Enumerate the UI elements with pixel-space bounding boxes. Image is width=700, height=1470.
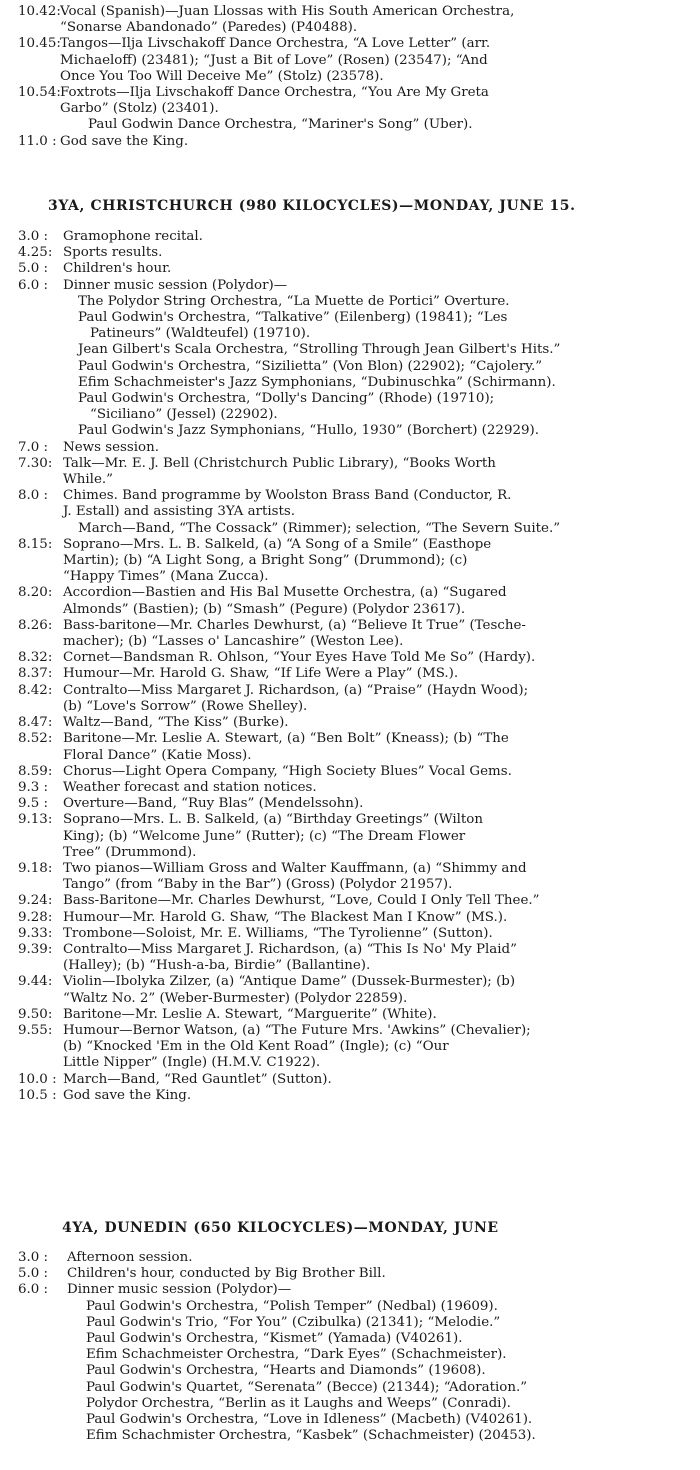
programme-entry bbox=[18, 650, 686, 666]
programme-subentry bbox=[18, 1331, 686, 1347]
programme-entry bbox=[18, 1088, 686, 1104]
entry-time: 7.30: bbox=[18, 455, 53, 471]
entry-line: God save the King. bbox=[63, 1087, 192, 1103]
programme-entry bbox=[18, 1282, 686, 1298]
entry-line: Garbo” (Stolz) (23401). bbox=[60, 101, 219, 117]
entry-time: 9.24: bbox=[18, 893, 53, 909]
entry-line: Bass-baritone—Mr. Charles Dewhurst, (a) “Believe It True” (Tesche- bbox=[63, 617, 526, 633]
entry-line: March—Band, “The Cossack” (Rimmer); selection, “The Severn Suite.” bbox=[78, 520, 561, 536]
section-3ya-programme bbox=[18, 229, 686, 1104]
programme-entry bbox=[18, 85, 686, 134]
entry-time: 5.0 : bbox=[18, 261, 49, 277]
entry-line: “Happy Times” (Mana Zucca). bbox=[63, 569, 269, 585]
entry-line: “Waltz No. 2” (Weber-Burmester) (Polydor 22859). bbox=[63, 990, 408, 1006]
programme-subentry bbox=[18, 1380, 686, 1396]
entry-line: Little Nipper” (Ingle) (H.M.V. C1922). bbox=[63, 1055, 321, 1071]
entry-line: Contralto—Miss Margaret J. Richardson, (a) “Praise” (Haydn Wood); bbox=[63, 682, 529, 698]
entry-time: 8.26: bbox=[18, 617, 53, 633]
programme-subentry bbox=[18, 294, 686, 310]
entry-time: 9.33: bbox=[18, 925, 53, 941]
programme-entry bbox=[18, 926, 686, 942]
entry-time: 9.44: bbox=[18, 974, 53, 990]
entry-time: 8.0 : bbox=[18, 488, 49, 504]
programme-entry bbox=[18, 537, 686, 586]
entry-time: 9.55: bbox=[18, 1022, 53, 1038]
entry-line: Trombone—Soloist, Mr. E. Williams, “The Tyrolienne” (Sutton). bbox=[63, 925, 493, 941]
entry-line: Vocal (Spanish)—Juan Llossas with His South American Orchestra, bbox=[60, 4, 515, 19]
entry-line: Michaeloff) (23481); “Just a Bit of Love” (Rosen) (23547); “And bbox=[60, 52, 488, 68]
programme-subentry bbox=[18, 359, 686, 375]
entry-time: 8.32: bbox=[18, 650, 53, 666]
entry-line: Weather forecast and station notices. bbox=[63, 779, 317, 795]
programme-subentry bbox=[18, 1315, 686, 1331]
programme-subentry bbox=[18, 310, 686, 342]
programme-subentry bbox=[18, 1363, 686, 1379]
entry-line: Paul Godwin's Orchestra, “Sizilietta” (Von Blon) (22902); “Cajolery.” bbox=[78, 358, 543, 374]
programme-subentry bbox=[18, 423, 686, 439]
entry-line: macher); (b) “Lasses o' Lancashire” (Weston Lee). bbox=[63, 634, 404, 650]
programme-subentry bbox=[18, 375, 686, 391]
programme-subentry bbox=[18, 1428, 686, 1444]
programme-subentry bbox=[18, 1412, 686, 1428]
entry-line: Almonds” (Bastien); (b) “Smash” (Pegure) (Polydor 23617). bbox=[63, 601, 466, 617]
entry-line: Contralto—Miss Margaret J. Richardson, (a) “This Is No' My Plaid” bbox=[63, 941, 517, 957]
programme-entry bbox=[18, 715, 686, 731]
entry-line: (b) “Love's Sorrow” (Rowe Shelley). bbox=[63, 698, 308, 714]
programme-entry bbox=[18, 1023, 686, 1072]
entry-line: Paul Godwin's Orchestra, “Dolly's Dancing” (Rhode) (19710); bbox=[78, 391, 495, 407]
entry-line: Efim Schachmeister Orchestra, “Dark Eyes” (Schachmeister). bbox=[86, 1347, 507, 1363]
entry-time: 4.25: bbox=[18, 245, 53, 261]
entry-time: 9.39: bbox=[18, 941, 53, 957]
entry-line: March—Band, “Red Gauntlet” (Sutton). bbox=[63, 1071, 332, 1087]
programme-entry bbox=[18, 910, 686, 926]
entry-line: Tangos—Ilja Livschakoff Dance Orchestra, “A Love Letter” (arr. bbox=[60, 36, 491, 52]
entry-line: “Siciliano” (Jessel) (22902). bbox=[90, 407, 278, 423]
section-4ya-programme bbox=[18, 1250, 686, 1444]
entry-line: Paul Godwin's Orchestra, “Kismet” (Yamada) (V40261). bbox=[86, 1331, 463, 1347]
programme-entry bbox=[18, 893, 686, 909]
entry-time: 8.20: bbox=[18, 585, 53, 601]
programme-subentry bbox=[18, 1347, 686, 1363]
entry-line: Efim Schachmister Orchestra, “Kasbek” (Schachmeister) (20453). bbox=[86, 1428, 536, 1444]
entry-line: Chorus—Light Opera Company, “High Society Blues” Vocal Gems. bbox=[63, 763, 512, 779]
entry-line: Soprano—Mrs. L. B. Salkeld, (a) “A Song of a Smile” (Easthope bbox=[63, 536, 492, 552]
entry-line: Humour—Bernor Watson, (a) “The Future Mrs. 'Awkins” (Chevalier); bbox=[63, 1022, 531, 1038]
programme-entry bbox=[18, 1007, 686, 1023]
section-heading-4ya: 4YA, DUNEDIN (650 KILOCYCLES)—MONDAY, JUNE bbox=[62, 1220, 499, 1236]
entry-line: Children's hour, conducted by Big Brother Bill. bbox=[67, 1266, 386, 1282]
entry-time: 9.50: bbox=[18, 1006, 53, 1022]
entry-time: 8.42: bbox=[18, 682, 53, 698]
entry-line: Accordion—Bastien and His Bal Musette Orchestra, (a) “Sugared bbox=[63, 585, 507, 601]
entry-line: God save the King. bbox=[60, 133, 189, 149]
entry-line: Children's hour. bbox=[63, 261, 172, 277]
entry-line: Afternoon session. bbox=[67, 1250, 193, 1265]
entry-line: (b) “Knocked 'Em in the Old Kent Road” (Ingle); (c) “Our bbox=[63, 1039, 449, 1055]
programme-subentry bbox=[18, 391, 686, 423]
entry-line: Humour—Mr. Harold G. Shaw, “If Life Were a Play” (MS.). bbox=[63, 666, 459, 682]
entry-line: Efim Schachmeister's Jazz Symphonians, “Dubinuschka” (Schirmann). bbox=[78, 374, 556, 390]
programme-subentry bbox=[18, 521, 686, 537]
programme-entry bbox=[18, 861, 686, 893]
programme-entry bbox=[18, 780, 686, 796]
entry-time: 8.47: bbox=[18, 715, 53, 731]
entry-line: Two pianos—William Gross and Walter Kauffmann, (a) “Shimmy and bbox=[63, 860, 527, 876]
entry-line: Paul Godwin's Trio, “For You” (Czibulka) (21341); “Melodie.” bbox=[86, 1314, 501, 1330]
entry-time: 10.0 : bbox=[18, 1071, 57, 1087]
programme-subentry bbox=[18, 1396, 686, 1412]
programme-entry bbox=[18, 1250, 686, 1266]
entry-time: 8.59: bbox=[18, 763, 53, 779]
entry-time: 3.0 : bbox=[18, 229, 49, 244]
entry-line: Humour—Mr. Harold G. Shaw, “The Blackest Man I Know” (MS.). bbox=[63, 909, 508, 925]
entry-time: 6.0 : bbox=[18, 277, 49, 293]
entry-time: 9.3 : bbox=[18, 779, 49, 795]
entry-time: 9.18: bbox=[18, 860, 53, 876]
entry-time: 7.0 : bbox=[18, 439, 49, 455]
entry-line: News session. bbox=[63, 439, 159, 455]
entry-time: 10.45: bbox=[18, 36, 61, 52]
programme-entry bbox=[18, 4, 686, 36]
entry-line: Polydor Orchestra, “Berlin as it Laughs and Weeps” (Conradi). bbox=[86, 1395, 511, 1411]
entry-line: Dinner music session (Polydor)— bbox=[63, 277, 288, 293]
programme-entry bbox=[18, 1072, 686, 1088]
programme-entry bbox=[18, 1266, 686, 1282]
entry-line: Paul Godwin's Jazz Symphonians, “Hullo, 1930” (Borchert) (22929). bbox=[78, 423, 539, 439]
entry-line: Chimes. Band programme by Woolston Brass Band (Conductor, R. bbox=[63, 488, 512, 504]
entry-time: 8.52: bbox=[18, 731, 53, 747]
programme-entry bbox=[18, 731, 686, 763]
entry-line: The Polydor String Orchestra, “La Muette de Portici” Overture. bbox=[78, 293, 510, 309]
entry-line: “Sonarse Abandonado” (Paredes) (P40488). bbox=[60, 20, 358, 36]
entry-line: J. Estall) and assisting 3YA artists. bbox=[63, 504, 296, 520]
entry-time: 3.0 : bbox=[18, 1250, 49, 1265]
entry-line: Sports results. bbox=[63, 245, 163, 261]
programme-entry bbox=[18, 666, 686, 682]
programme-entry bbox=[18, 456, 686, 488]
entry-line: King); (b) “Welcome June” (Rutter); (c) “The Dream Flower bbox=[63, 828, 466, 844]
programme-entry bbox=[18, 261, 686, 277]
entry-line: Paul Godwin's Orchestra, “Love in Idleness” (Macbeth) (V40261). bbox=[86, 1412, 533, 1428]
entry-time: 9.13: bbox=[18, 812, 53, 828]
entry-line: Violin—Ibolyka Zilzer, (a) “Antique Dame” (Dussek-Burmester); (b) bbox=[63, 974, 516, 990]
entry-line: Paul Godwin Dance Orchestra, “Mariner's Song” (Uber). bbox=[88, 117, 473, 133]
entry-time: 8.37: bbox=[18, 666, 53, 682]
programme-entry bbox=[18, 942, 686, 974]
entry-line: (Halley); (b) “Hush-a-ba, Birdie” (Ballantine). bbox=[63, 958, 371, 974]
entry-line: Paul Godwin's Orchestra, “Talkative” (Eilenberg) (19841); “Les bbox=[78, 310, 508, 326]
entry-line: Paul Godwin's Orchestra, “Polish Temper” (Nedbal) (19609). bbox=[86, 1298, 498, 1314]
programme-entry bbox=[18, 229, 686, 245]
programme-entry bbox=[18, 618, 686, 650]
entry-line: Waltz—Band, “The Kiss” (Burke). bbox=[63, 715, 289, 731]
entry-line: Foxtrots—Ilja Livschakoff Dance Orchestra, “You Are My Greta bbox=[60, 85, 489, 101]
entry-time: 9.28: bbox=[18, 909, 53, 925]
programme-entry bbox=[18, 36, 686, 85]
programme-subentry bbox=[18, 342, 686, 358]
entry-line: Tango” (from “Baby in the Bar”) (Gross) (Polydor 21957). bbox=[63, 877, 453, 893]
programme-entry bbox=[18, 278, 686, 294]
entry-time: 5.0 : bbox=[18, 1266, 49, 1282]
entry-time: 10.42: bbox=[18, 4, 61, 19]
top-listing bbox=[18, 4, 686, 150]
entry-line: Tree” (Drummond). bbox=[63, 844, 197, 860]
entry-line: Bass-Baritone—Mr. Charles Dewhurst, “Love, Could I Only Tell Thee.” bbox=[63, 893, 540, 909]
programme-entry bbox=[18, 585, 686, 617]
entry-line: Martin); (b) “A Light Song, a Bright Song” (Drummond); (c) bbox=[63, 553, 468, 569]
entry-line: While.” bbox=[63, 472, 113, 488]
entry-line: Paul Godwin's Orchestra, “Hearts and Diamonds” (19608). bbox=[86, 1363, 486, 1379]
programme-entry bbox=[18, 796, 686, 812]
entry-line: Gramophone recital. bbox=[63, 229, 203, 244]
entry-time: 8.15: bbox=[18, 536, 53, 552]
section-heading-3ya: 3YA, CHRISTCHURCH (980 KILOCYCLES)—MONDAY, JUNE 15. bbox=[48, 198, 576, 214]
programme-entry bbox=[18, 974, 686, 1006]
entry-line: Jean Gilbert's Scala Orchestra, “Strolling Through Jean Gilbert's Hits.” bbox=[78, 342, 561, 358]
entry-line: Soprano—Mrs. L. B. Salkeld, (a) “Birthday Greetings” (Wilton bbox=[63, 812, 483, 828]
programme-entry bbox=[18, 488, 686, 520]
programme-entry bbox=[18, 764, 686, 780]
programme-entry bbox=[18, 134, 686, 150]
entry-line: Paul Godwin's Quartet, “Serenata” (Becce) (21344); “Adoration.” bbox=[86, 1379, 528, 1395]
entry-line: Baritone—Mr. Leslie A. Stewart, (a) “Ben Bolt” (Kneass); (b) “The bbox=[63, 731, 509, 747]
entry-line: Overture—Band, “Ruy Blas” (Mendelssohn). bbox=[63, 796, 364, 812]
entry-line: Baritone—Mr. Leslie A. Stewart, “Marguerite” (White). bbox=[63, 1006, 437, 1022]
entry-line: Floral Dance” (Katie Moss). bbox=[63, 747, 252, 763]
entry-line: Dinner music session (Polydor)— bbox=[67, 1282, 292, 1298]
entry-line: Cornet—Bandsman R. Ohlson, “Your Eyes Have Told Me So” (Hardy). bbox=[63, 650, 536, 666]
programme-entry bbox=[18, 683, 686, 715]
programme-entry bbox=[18, 812, 686, 861]
entry-time: 11.0 : bbox=[18, 133, 57, 149]
entry-time: 10.54: bbox=[18, 85, 61, 101]
entry-line: Patineurs” (Waldteufel) (19710). bbox=[90, 326, 311, 342]
programme-subentry bbox=[18, 1299, 686, 1315]
entry-time: 6.0 : bbox=[18, 1282, 49, 1298]
programme-entry bbox=[18, 440, 686, 456]
entry-time: 10.5 : bbox=[18, 1087, 57, 1103]
entry-time: 9.5 : bbox=[18, 796, 49, 812]
entry-line: Once You Too Will Deceive Me” (Stolz) (23578). bbox=[60, 68, 384, 84]
entry-line: Talk—Mr. E. J. Bell (Christchurch Public Library), “Books Worth bbox=[63, 455, 496, 471]
programme-entry bbox=[18, 245, 686, 261]
